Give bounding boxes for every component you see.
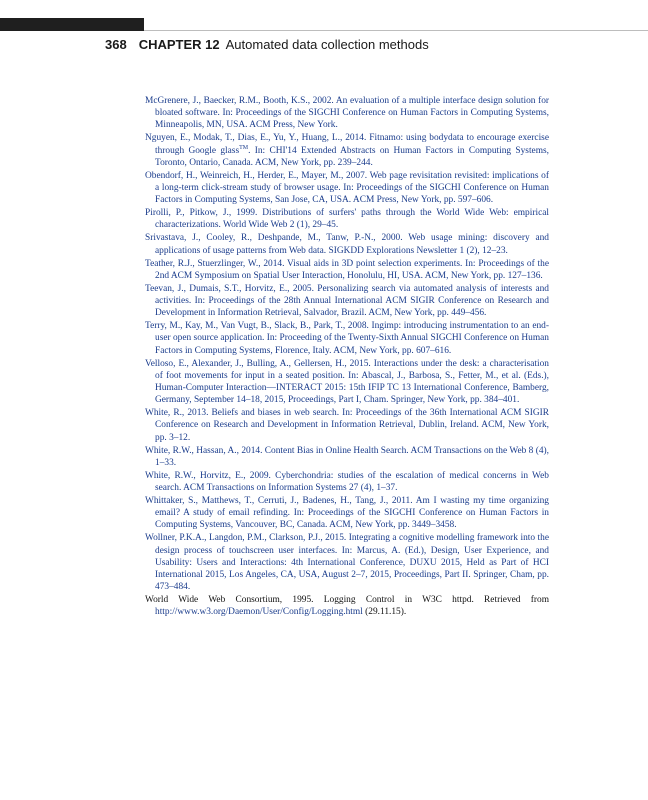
reference-entry: Teather, R.J., Stuerzlinger, W., 2014. Visual aids in 3D point selection experiments. In: Proceedings of the 2nd ACM Symposium on Spatial User Interaction, Honolulu, HI, USA. ACM, New York, pp. 127–136.: [145, 258, 549, 281]
reference-entry: Wollner, P.K.A., Langdon, P.M., Clarkson, P.J., 2015. Integrating a cognitive modelling framework into the design process of touchscreen user interfaces. In: Marcus, A. (Ed.), Design, User Experience, and Usability: Users and Interactions: 4th International Conference, DUXU 2015, Held as Part of HCI International 2015, Los Angeles, CA, USA, August 2–7, 2015, Proceedings, Part II. Springer, Cham, pp. 473–484.: [145, 533, 549, 593]
reference-text: Nguyen, E., Modak, T., Dias, E., Yu, Y., Huang, L., 2014. Fitnamo: using bodydata to encourage exercise through Google glass: [145, 133, 549, 156]
reference-entry: Srivastava, J., Cooley, R., Deshpande, M., Tanw, P.-N., 2000. Web usage mining: discovery and applications of usage patterns from Web data. SIGKDD Explorations Newsletter 1 (2), 12–23.: [145, 233, 549, 256]
reference-entry: White, R., 2013. Beliefs and biases in web search. In: Proceedings of the 36th International ACM SIGIR Conference on Research and Development in Information Retrieval, Dublin, Ireland. ACM, New York, pp. 3–12.: [145, 408, 549, 443]
reference-text: World Wide Web Consortium, 1995. Logging Control in W3C httpd. Retrieved from: [145, 595, 549, 606]
trademark-mark: TM: [239, 144, 249, 151]
reference-entry: Velloso, E., Alexander, J., Bulling, A., Gellersen, H., 2015. Interactions under the desk: a characterisation of foot movements for input in a seated position. In: Abascal, J., Barbosa, S., Fetter, M., et al. (Eds.), Human-Computer Interaction—INTERACT 2015: 15th IFIP TC 13 International Conference, Bamberg, Germany, September 14–18, 2015, Proceedings, Part I, Cham. Springer, New York, pp. 384–401.: [145, 358, 549, 406]
reference-entry: Pirolli, P., Pitkow, J., 1999. Distributions of surfers' paths through the World Wide Web: empirical characterizations. World Wide Web 2 (1), 29–45.: [145, 208, 549, 231]
header-rule: [144, 30, 648, 31]
chapter-title: Automated data collection methods: [225, 37, 429, 52]
running-header: [105, 36, 429, 54]
reference-text: (29.11.15).: [362, 607, 407, 618]
reference-entry: [145, 594, 549, 618]
reference-list: [145, 95, 549, 619]
reference-entry: White, R.W., Hassan, A., 2014. Content Bias in Online Health Search. ACM Transactions on the Web 8 (4), 1–33.: [145, 445, 549, 468]
header-dark-bar: [0, 18, 144, 31]
reference-entry: Whittaker, S., Matthews, T., Cerruti, J., Badenes, H., Tang, J., 2011. Am I wasting my time organizing email? A study of email refinding. In: Proceedings of the SIGCHI Conference on Human Factors in Computing Systems, Vancouver, BC, Canada. ACM, New York, pp. 3449–3458.: [145, 496, 549, 531]
reference-entry: McGrenere, J., Baecker, R.M., Booth, K.S., 2002. An evaluation of a multiple interface design solution for bloated software. In: Proceedings of the SIGCHI Conference on Human Factors in Computing Systems, Minneapolis, MN, USA. ACM Press, New York.: [145, 96, 549, 131]
reference-entry: Teevan, J., Dumais, S.T., Horvitz, E., 2005. Personalizing search via automated analysis of interests and activities. In: Proceedings of the 28th Annual International ACM SIGIR Conference on Research and Development in Information Retrieval, Salvador, Brazil. ACM, New York, pp. 449–456.: [145, 283, 549, 319]
reference-entry: White, R.W., Horvitz, E., 2009. Cyberchondria: studies of the escalation of medical concerns in Web search. ACM Transactions on Information Systems 27 (4), 1–37.: [145, 470, 549, 494]
reference-entry: Terry, M., Kay, M., Van Vugt, B., Slack, B., Park, T., 2008. Ingimp: introducing instrumentation to an end-user open source application. In: Proceeding of the Twenty-Sixth Annual SIGCHI Conference on Human Factors in Computing Systems, Florence, Italy. ACM, New York, pp. 607–616.: [145, 321, 549, 356]
reference-link[interactable]: http://www.w3.org/Daemon/User/Config/Logging.html: [155, 607, 363, 618]
chapter-label: CHAPTER 12: [138, 37, 220, 52]
reference-entry: [145, 132, 549, 169]
reference-entry: Obendorf, H., Weinreich, H., Herder, E., Mayer, M., 2007. Web page revisitation revisited: implications of a long-term click-stream study of browser usage. In: Proceedings of the SIGCHI Conference on Human Factors in Computing Systems, San Jose, CA, USA. ACM Press, New York, pp. 597–606.: [145, 170, 549, 206]
reference-text: . In: CHI'14 Extended Abstracts on Human Factors in Computing Systems, Toronto, Ontario, Canada. ACM, New York, pp. 239–244.: [155, 145, 549, 168]
page-number: 368: [105, 37, 127, 52]
